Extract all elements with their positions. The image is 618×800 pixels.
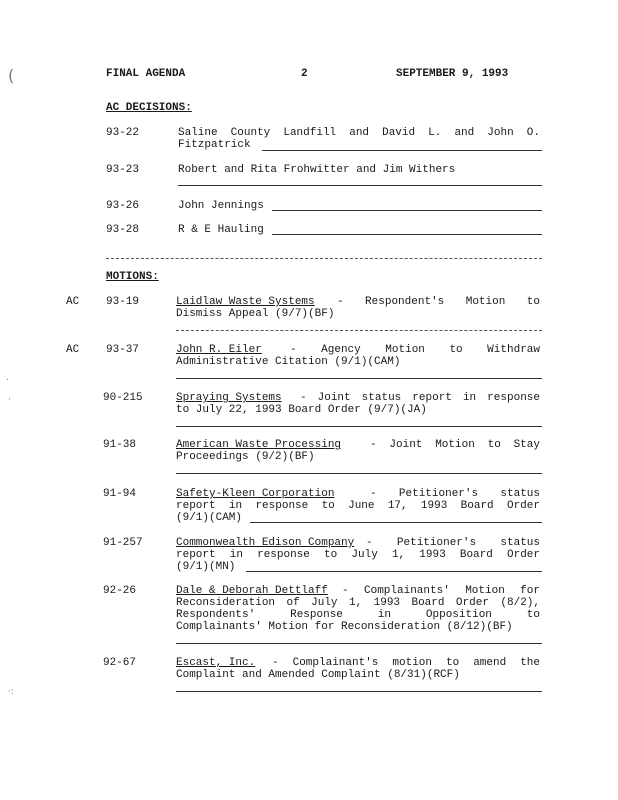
item-line: Fitzpatrick: [178, 139, 251, 151]
item-line: Dismiss Appeal (9/7)(BF): [176, 308, 335, 320]
case-number: 92-26: [103, 585, 137, 597]
case-number: 93-26: [106, 200, 140, 212]
item-line: - Petitioner's status: [370, 488, 540, 500]
case-number: 93-23: [106, 164, 140, 176]
signature-line: [246, 571, 542, 572]
case-number: 91-38: [103, 439, 137, 451]
scan-mark: .: [6, 373, 9, 383]
ac-prefix: AC: [66, 296, 80, 308]
party-name: Laidlaw Waste Systems: [176, 296, 315, 308]
item-line: to July 22, 1993 Board Order (9/7)(JA): [176, 404, 427, 416]
item-line: (9/1)(MN): [176, 561, 236, 573]
ac-decisions-heading: AC DECISIONS:: [106, 102, 192, 114]
signature-line: [176, 691, 542, 692]
item-line: - Respondent's Motion to: [337, 296, 540, 308]
scan-mark: (: [8, 66, 15, 85]
signature-line: [262, 150, 542, 151]
motions-heading: MOTIONS:: [106, 271, 159, 283]
item-line: - Agency Motion to Withdraw: [290, 344, 540, 356]
header-date: SEPTEMBER 9, 1993: [396, 68, 509, 80]
item-line: Complainants' Motion for Reconsideration (8/12)(BF): [176, 621, 513, 633]
item-line: report in response to July 1, 1993 Board Order: [176, 549, 540, 561]
case-number: 93-28: [106, 224, 140, 236]
item-line: - Complainant's motion to amend the: [272, 657, 540, 669]
scan-mark: ·:: [8, 687, 14, 697]
case-number: 93-22: [106, 127, 140, 139]
party-name: Dale & Deborah Dettlaff: [176, 585, 328, 597]
case-number: 91-94: [103, 488, 137, 500]
signature-line: [176, 426, 542, 427]
party-name: John R. Eiler: [176, 344, 262, 356]
party-name: Safety-Kleen Corporation: [176, 488, 335, 500]
signature-line: [178, 185, 542, 186]
item-line: - Petitioner's status: [366, 537, 540, 549]
case-number: 92-67: [103, 657, 137, 669]
item-line: Proceedings (9/2)(BF): [176, 451, 315, 463]
item-line: R & E Hauling: [178, 224, 264, 236]
case-number: 93-37: [106, 344, 140, 356]
item-line: Saline County Landfill and David L. and John O.: [178, 127, 540, 139]
item-line: Respondents' Response in Opposition to: [176, 609, 540, 621]
item-line: - Complainants' Motion for: [342, 585, 540, 597]
section-divider: [106, 258, 542, 259]
item-line: Administrative Citation (9/1)(CAM): [176, 356, 401, 368]
party-name: Spraying Systems: [176, 392, 282, 404]
scan-mark: ·: [8, 395, 11, 405]
item-line: Complaint and Amended Complaint (8/31)(RCF): [176, 669, 460, 681]
signature-line: [176, 643, 542, 644]
party-name: American Waste Processing: [176, 439, 342, 451]
page-number: 2: [301, 68, 308, 80]
item-line: report in response to June 17, 1993 Board Order: [176, 500, 540, 512]
item-line: - Joint Motion to Stay: [370, 439, 540, 451]
party-name: Escast, Inc.: [176, 657, 256, 669]
signature-line: [272, 210, 542, 211]
case-number: 93-19: [106, 296, 140, 308]
case-number: 91-257: [103, 537, 143, 549]
party-name: Commonwealth Edison Company: [176, 537, 355, 549]
signature-line: [176, 473, 542, 474]
item-line: - Joint status report in response: [300, 392, 540, 404]
item-line: John Jennings: [178, 200, 264, 212]
signature-line: [176, 330, 542, 331]
ac-prefix: AC: [66, 344, 80, 356]
item-line: Reconsideration of July 1, 1993 Board Order (8/2),: [176, 597, 540, 609]
signature-line: [250, 522, 542, 523]
item-line: Robert and Rita Frohwitter and Jim Withers: [178, 164, 456, 176]
signature-line: [176, 378, 542, 379]
item-line: (9/1)(CAM): [176, 512, 243, 524]
signature-line: [272, 234, 542, 235]
case-number: 90-215: [103, 392, 143, 404]
header-title: FINAL AGENDA: [106, 68, 186, 80]
